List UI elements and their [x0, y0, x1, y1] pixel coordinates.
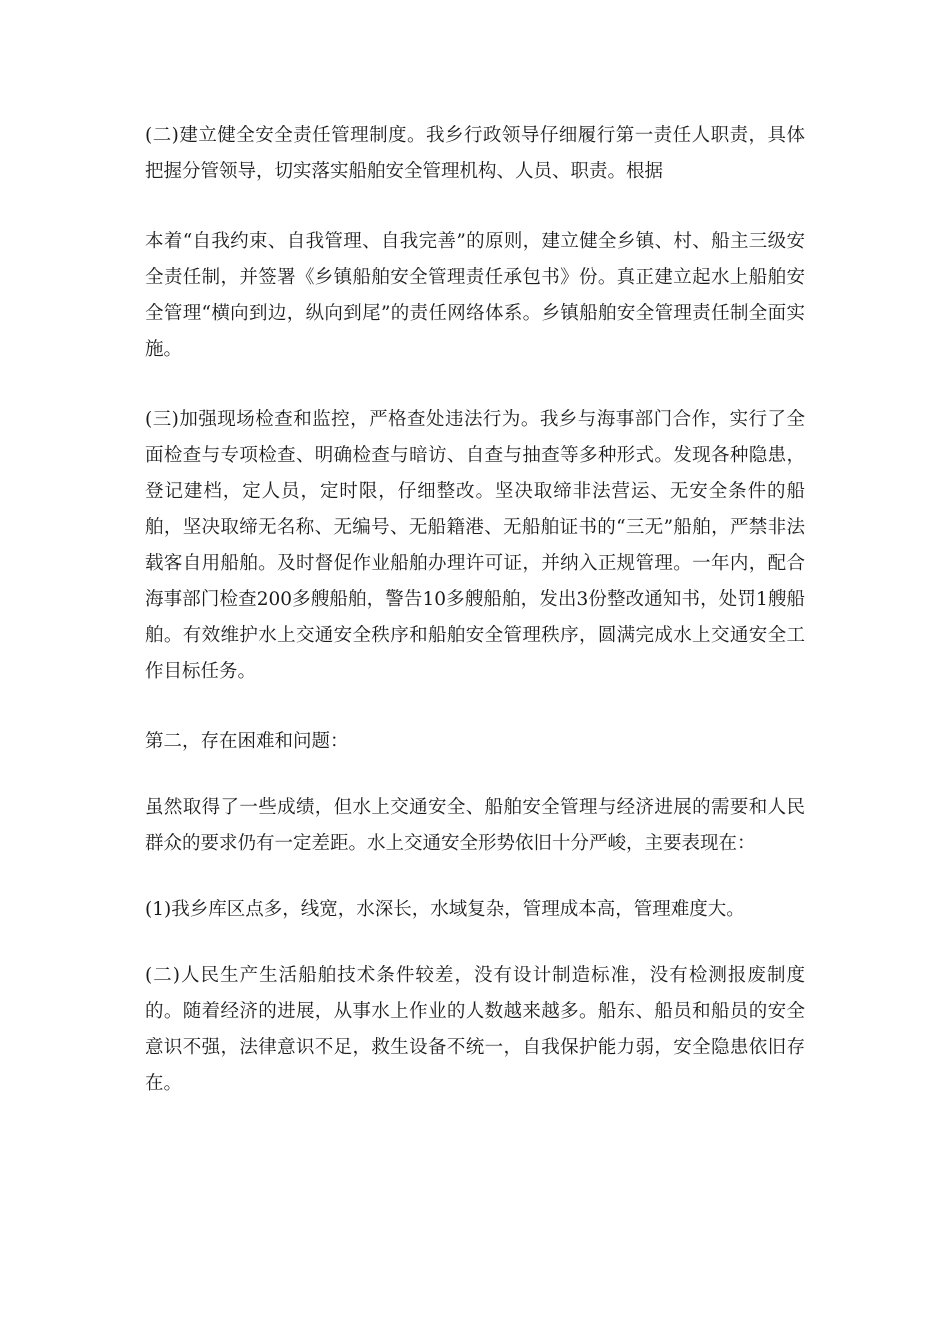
paragraph-difficulty-2: (二)人民生产生活船舶技术条件较差，没有设计制造标准，没有检测报废制度的。随着经济的进展，从事水上作业的人数越来越多。船东、船员和船员的安全意识不强，法律意识不足，救生设备不统一，自我保护能力弱，安全隐患依旧存在。 — [145, 965, 805, 1094]
paragraph-responsibility-system: (二)建立健全安全责任管理制度。我乡行政领导仔细履行第一责任人职责，具体把握分管领导，切实落实船舶安全管理机构、人员、职责。根据 — [145, 125, 805, 182]
paragraph-inspection-supervision: (三)加强现场检查和监控，严格查处违法行为。我乡与海事部门合作，实行了全面检查与专项检查、明确检查与暗访、自查与抽查等多种形式。发现各种隐患，登记建档，定人员，定时限，仔细整改。坚决取缔非法营运、无安全条件的船舶，坚决取缔无名称、无编号、无船籍港、无船舶证书的“三无”船舶，严禁非法载客自用船舶。及时督促作业船舶办理许可证，并纳入正规管理。一年内，配合海事部门检查200多艘船舶，警告10多艘船舶，发出3份整改通知书，处罚1艘船舶。有效维护水上交通安全秩序和船舶安全管理秩序，圆满完成水上交通安全工作目标任务。 — [145, 409, 805, 682]
section-heading-difficulties: 第二，存在困难和问题： — [145, 731, 349, 752]
paragraph-difficulty-1: (1)我乡库区点多，线宽，水深长，水域复杂，管理成本高，管理难度大。 — [145, 899, 745, 920]
document-body — [145, 118, 805, 1136]
paragraph-self-management-principle: 本着“自我约束、自我管理、自我完善”的原则，建立健全乡镇、村、船主三级安全责任制，并签署《乡镇船舶安全管理责任承包书》份。真正建立起水上船舶安全管理“横向到边，纵向到尾”的责任网络体系。乡镇船舶安全管理责任制全面实施。 — [145, 231, 805, 360]
paragraph-difficulties-intro: 虽然取得了一些成绩，但水上交通安全、船舶安全管理与经济进展的需要和人民群众的要求仍有一定差距。水上交通安全形势依旧十分严峻，主要表现在： — [145, 797, 805, 854]
